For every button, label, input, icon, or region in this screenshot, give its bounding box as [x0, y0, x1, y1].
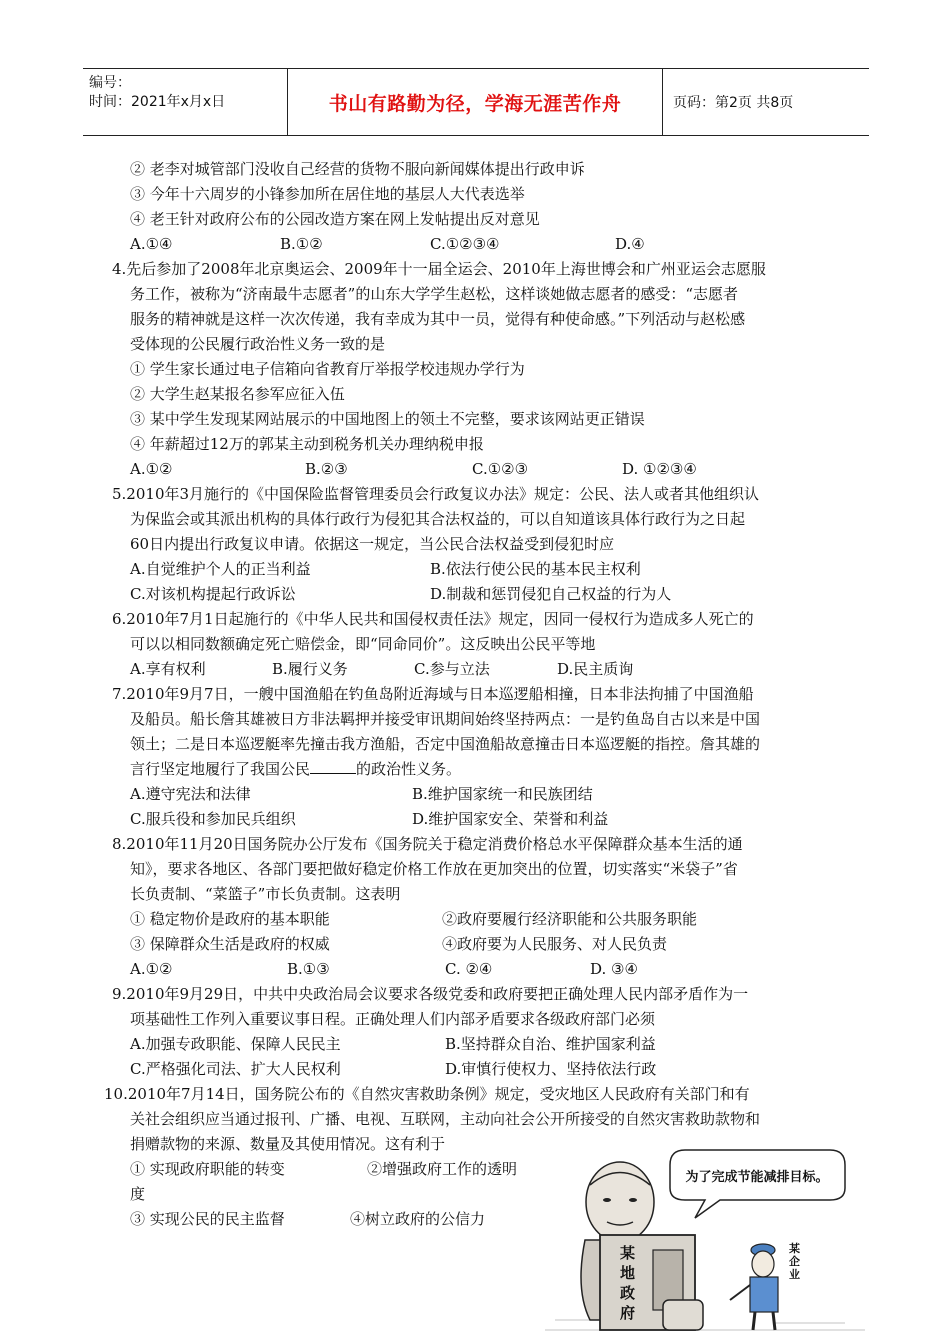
text-line [130, 457, 173, 482]
text-line [130, 732, 760, 757]
text-line [445, 957, 492, 982]
text-line [305, 457, 348, 482]
header-table [83, 68, 869, 136]
text-line [412, 782, 593, 807]
line-text: ① 实现政府职能的转变 [130, 1160, 285, 1178]
line-text: 长负责制、“菜篮子”市长负责制。这表明 [130, 885, 401, 903]
text-line [350, 1207, 485, 1232]
line-text: A.①② [130, 960, 173, 978]
text-line [130, 1057, 341, 1082]
text-line [130, 157, 585, 182]
line-text: ③ 实现公民的民主监督 [130, 1210, 285, 1228]
line-text: 服务的精神就是这样一次次传递，我有幸成为其中一员，觉得有种使命感。”下列活动与赵松感 [130, 310, 746, 328]
text-line [130, 957, 173, 982]
line-text: 项基础性工作列入重要议事日程。正确处理人们内部矛盾要求各级政府部门必须 [130, 1010, 656, 1028]
line-text: A.①② [130, 460, 173, 478]
text-line [130, 782, 251, 807]
line-text: ② 老李对城管部门没收自己经营的货物不服向新闻媒体提出行政申诉 [130, 160, 585, 178]
text-line [130, 557, 311, 582]
line-text: D.维护国家安全、荣誉和利益 [412, 810, 609, 828]
line-text: B.维护国家统一和民族团结 [412, 785, 593, 803]
line-text: 为保监会或其派出机构的具体行政行为侵犯其合法权益的，可以自知道该具体行政行为之日起 [130, 510, 746, 528]
line-text: 可以以相同数额确定死亡赔偿金，即“同命同价”。这反映出公民平等地 [130, 635, 596, 653]
line-text: 6.2010年7月1日起施行的《中华人民共和国侵权责任法》规定，因同一侵权行为造成多人死亡的 [112, 610, 754, 628]
text-line [130, 532, 614, 557]
line-text: D.制裁和惩罚侵犯自己权益的行为人 [430, 585, 672, 603]
line-text: ③ 今年十六周岁的小锋参加所在居住地的基层人大代表选举 [130, 185, 525, 203]
answer-blank [310, 759, 356, 774]
text-line [130, 907, 330, 932]
text-line [272, 657, 348, 682]
line-text: 领土；二是日本巡逻艇率先撞击我方渔船，否定中国渔船故意撞击日本巡逻艇的指控。詹其雄的 [130, 735, 761, 753]
text-line [112, 832, 743, 857]
line-text: ② 大学生赵某报名参军应征入伍 [130, 385, 345, 403]
text-line [445, 1032, 656, 1057]
line-text: ④ 老王针对政府公布的公园改造方案在网上发帖提出反对意见 [130, 210, 540, 228]
text-line [112, 682, 754, 707]
text-line [622, 457, 697, 482]
line-text: 4.先后参加了2008年北京奥运会、2009年十一届全运会、2010年上海世博会和广州亚运会志愿服 [112, 260, 766, 278]
text-line [112, 482, 759, 507]
text-line [412, 807, 608, 832]
text-line [130, 382, 345, 407]
line-text: A.遵守宪法和法律 [130, 785, 251, 803]
text-line [130, 757, 461, 782]
text-line [130, 657, 206, 682]
text-line [280, 232, 323, 257]
text-line [130, 1007, 655, 1032]
line-text: A.享有权利 [130, 660, 206, 678]
line-text: 60日内提出行政复议申请。依据这一规定，当公民合法权益受到侵犯时应 [130, 535, 615, 553]
speech-text: 为了完成节能减排目标。 [685, 1170, 829, 1185]
line-text: C.服兵役和参加民兵组织 [130, 810, 296, 828]
line-text: B.①③ [287, 960, 330, 978]
header-motto-cell [288, 69, 663, 135]
line-text: B.依法行使公民的基本民主权利 [430, 560, 641, 578]
text-line [445, 1057, 656, 1082]
line-text: ③ 保障群众生活是政府的权威 [130, 935, 330, 953]
line-text: 7.2010年9月7日，一艘中国渔船在钓鱼岛附近海域与日本巡逻船相撞，日本非法拘捕了中国渔船 [112, 685, 754, 703]
line-text-after-blank: 的政治性义务。 [356, 760, 462, 778]
page-label: 页码：第2页 共8页 [673, 95, 794, 111]
line-text: 务工作，被称为“济南最牛志愿者”的山东大学学生赵松，这样谈她做志愿者的感受：“志愿者 [130, 285, 739, 303]
line-text: 受体现的公民履行政治性义务一致的是 [130, 335, 386, 353]
line-text: 及船员。船长詹其雄被日方非法羁押并接受审讯期间始终坚持两点：一是钓鱼岛自古以来是中国 [130, 710, 761, 728]
text-line [104, 1082, 750, 1107]
text-line [130, 307, 745, 332]
text-line [615, 232, 645, 257]
line-text: 知》，要求各地区、各部门要把做好稳定价格工作放在更加突出的位置，切实落实“米袋子”省 [130, 860, 738, 878]
line-text: ②政府要履行经济职能和公共服务职能 [442, 910, 698, 928]
text-line [472, 457, 528, 482]
cartoon-illustration [545, 1140, 865, 1340]
text-line [130, 857, 738, 882]
text-line [130, 432, 484, 457]
text-line [442, 932, 667, 957]
line-text: ④ 年薪超过12万的郭某主动到税务机关办理纳税申报 [130, 435, 484, 453]
line-text: A.自觉维护个人的正当利益 [130, 560, 311, 578]
text-line [130, 1207, 285, 1232]
line-text: 关社会组织应当通过报刊、广播、电视、互联网，主动向社会公开所接受的自然灾害救助款物和 [130, 1110, 761, 1128]
text-line [112, 257, 766, 282]
line-text: 10.2010年7月14日，国务院公布的《自然灾害救助条例》规定，受灾地区人民政府有关部门和有 [104, 1085, 750, 1103]
worker-label: 某 企 业 [789, 1242, 800, 1281]
text-line [130, 232, 173, 257]
text-line [130, 507, 745, 532]
line-text: A.①④ [130, 235, 173, 253]
speech-bubble [670, 1150, 845, 1218]
header-page-cell [663, 69, 869, 135]
line-text: C.①②③ [472, 460, 529, 478]
text-line [130, 932, 330, 957]
text-line [112, 982, 748, 1007]
text-line [130, 1107, 760, 1132]
text-line [130, 282, 738, 307]
line-text: C.参与立法 [414, 660, 490, 678]
line-text: 度 [130, 1185, 146, 1203]
text-line [130, 707, 760, 732]
text-line [130, 1182, 145, 1207]
text-line [430, 557, 641, 582]
text-line [130, 182, 525, 207]
text-line [414, 657, 490, 682]
text-line [130, 407, 645, 432]
text-line [130, 1032, 341, 1057]
text-line [130, 1157, 285, 1182]
line-text: 8.2010年11月20日国务院办公厅发布《国务院关于稳定消费价格总水平保障群众基本生活的通 [112, 835, 743, 853]
text-line [367, 1157, 517, 1182]
line-text: D.④ [615, 235, 645, 253]
line-text: B.②③ [305, 460, 348, 478]
header-meta [83, 69, 288, 135]
text-line [557, 657, 633, 682]
line-text: D. ①②③④ [622, 460, 697, 478]
motto: 书山有路勤为径，学海无涯苦作舟 [328, 92, 622, 115]
line-text: ③ 某中学生发现某网站展示的中国地图上的领土不完整，要求该网站更正错误 [130, 410, 645, 428]
line-text: ④政府要为人民服务、对人民负责 [442, 935, 668, 953]
text-line [430, 582, 671, 607]
time-label: 时间：2021年x月x日 [89, 94, 226, 110]
text-line [287, 957, 330, 982]
text-line [130, 582, 296, 607]
line-text: 5.2010年3月施行的《中国保险监督管理委员会行政复议办法》规定：公民、法人或者其他组织认 [112, 485, 760, 503]
line-text: B.履行义务 [272, 660, 348, 678]
text-line [130, 1132, 445, 1157]
text-line [590, 957, 638, 982]
text-line [130, 882, 400, 907]
line-text: D. ③④ [590, 960, 638, 978]
text-line [130, 807, 296, 832]
line-text: ④树立政府的公信力 [350, 1210, 486, 1228]
line-text: C.对该机构提起行政诉讼 [130, 585, 296, 603]
line-text: C.严格强化司法、扩大人民权利 [130, 1060, 341, 1078]
text-line [130, 332, 385, 357]
text-line [442, 907, 697, 932]
line-text: ① 学生家长通过电子信箱向省教育厅举报学校违规办学行为 [130, 360, 525, 378]
line-text: C. ②④ [445, 960, 493, 978]
text-line [430, 232, 500, 257]
text-line [112, 607, 754, 632]
line-text: C.①②③④ [430, 235, 500, 253]
line-text: B.①② [280, 235, 323, 253]
line-text: A.加强专政职能、保障人民民主 [130, 1035, 341, 1053]
text-line [130, 357, 525, 382]
text-line [130, 207, 540, 232]
text-line [130, 632, 595, 657]
code-label: 编号： [89, 75, 131, 91]
line-text: D.民主质询 [557, 660, 634, 678]
line-text: ① 稳定物价是政府的基本职能 [130, 910, 330, 928]
worker-figure [730, 1241, 804, 1330]
line-text: D.审慎行使权力、坚持依法行政 [445, 1060, 657, 1078]
line-text: 捐赠款物的来源、数量及其使用情况。这有利于 [130, 1135, 446, 1153]
line-text: B.坚持群众自治、维护国家利益 [445, 1035, 656, 1053]
machine [600, 1235, 703, 1330]
machine-label: 某 地 政 府 [620, 1244, 636, 1322]
line-text: 言行坚定地履行了我国公民 [130, 760, 311, 778]
line-text: 9.2010年9月29日，中共中央政治局会议要求各级党委和政府要把正确处理人民内部矛盾作为一 [112, 985, 749, 1003]
line-text: ②增强政府工作的透明 [367, 1160, 518, 1178]
